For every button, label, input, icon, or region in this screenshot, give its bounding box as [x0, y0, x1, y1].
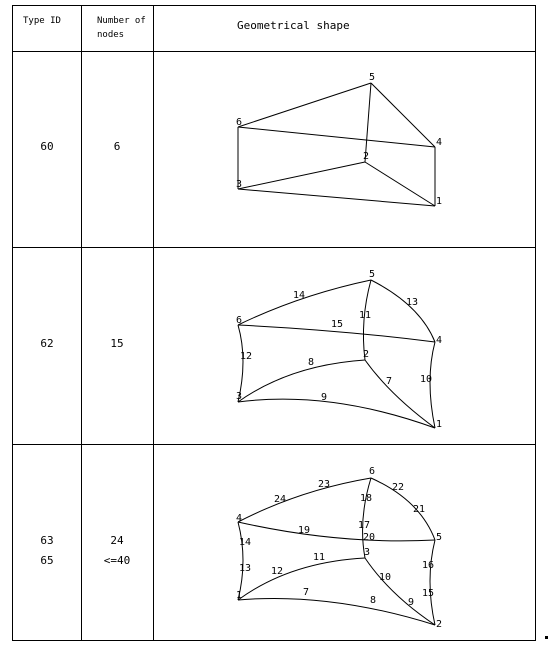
node-label: 9 — [408, 597, 415, 608]
node-label: 5 — [369, 269, 376, 280]
node-label: 6 — [236, 315, 243, 326]
edge — [238, 478, 371, 522]
node-label: 13 — [406, 297, 419, 308]
node-label: 12 — [271, 566, 284, 577]
node-label: 9 — [321, 392, 328, 403]
node-label: 17 — [358, 520, 371, 531]
node-label: 23 — [318, 479, 331, 490]
node-label: 13 — [239, 563, 252, 574]
node-label: 3 — [364, 547, 371, 558]
node-label: 5 — [436, 532, 443, 543]
node-label: 4 — [236, 513, 243, 524]
type-id-cell: 62 — [40, 337, 54, 350]
node-label: 12 — [240, 351, 253, 362]
node-label: 11 — [359, 310, 372, 321]
nodes-cell: 24 — [110, 534, 124, 547]
type-id-cell: 65 — [40, 554, 54, 567]
edge — [363, 478, 371, 558]
node-label: 15 — [422, 588, 435, 599]
node-label: 24 — [274, 494, 287, 505]
edge — [238, 522, 435, 541]
nodes-cell: 15 — [110, 337, 124, 350]
node-label: 7 — [303, 587, 310, 598]
node-label: 6 — [236, 117, 243, 128]
node-label: 8 — [308, 357, 315, 368]
node-label: 1 — [436, 196, 443, 207]
node-label: 22 — [392, 482, 405, 493]
edge — [238, 558, 365, 600]
node-label: 16 — [422, 560, 435, 571]
nodes-cell: 6 — [113, 140, 121, 153]
node-label: 2 — [436, 619, 443, 630]
node-label: 6 — [369, 466, 376, 477]
node-label: 4 — [436, 137, 443, 148]
node-label: 14 — [239, 537, 252, 548]
node-label: 21 — [413, 504, 426, 515]
type-id-cell: 63 — [40, 534, 54, 547]
node-label: 2 — [363, 151, 370, 162]
header-nodes-line2: nodes — [97, 30, 125, 40]
node-label: 3 — [236, 179, 243, 190]
header-shape: Geometrical shape — [237, 19, 350, 32]
edge — [430, 540, 435, 625]
type-id-cell: 60 — [40, 140, 54, 153]
node-label: 10 — [379, 572, 392, 583]
node-label: 18 — [360, 493, 373, 504]
node-label: 4 — [436, 335, 443, 346]
nodes-cell: <=40 — [103, 554, 131, 567]
node-label: 1 — [436, 419, 443, 430]
node-label: 11 — [313, 552, 326, 563]
node-label: 1 — [236, 590, 243, 601]
node-label: 19 — [298, 525, 311, 536]
node-label: 8 — [370, 595, 377, 606]
node-label: 14 — [293, 290, 306, 301]
node-label: 7 — [386, 376, 393, 387]
node-label: 10 — [420, 374, 433, 385]
node-label: 15 — [331, 319, 344, 330]
node-label: 2 — [363, 349, 370, 360]
edge — [238, 522, 243, 600]
header-nodes-line1: Number of — [97, 16, 146, 26]
node-label: 20 — [363, 532, 376, 543]
node-label: 5 — [369, 72, 376, 83]
period-mark — [545, 636, 548, 639]
header-type-id: Type ID — [23, 16, 61, 26]
node-label: 3 — [236, 391, 243, 402]
